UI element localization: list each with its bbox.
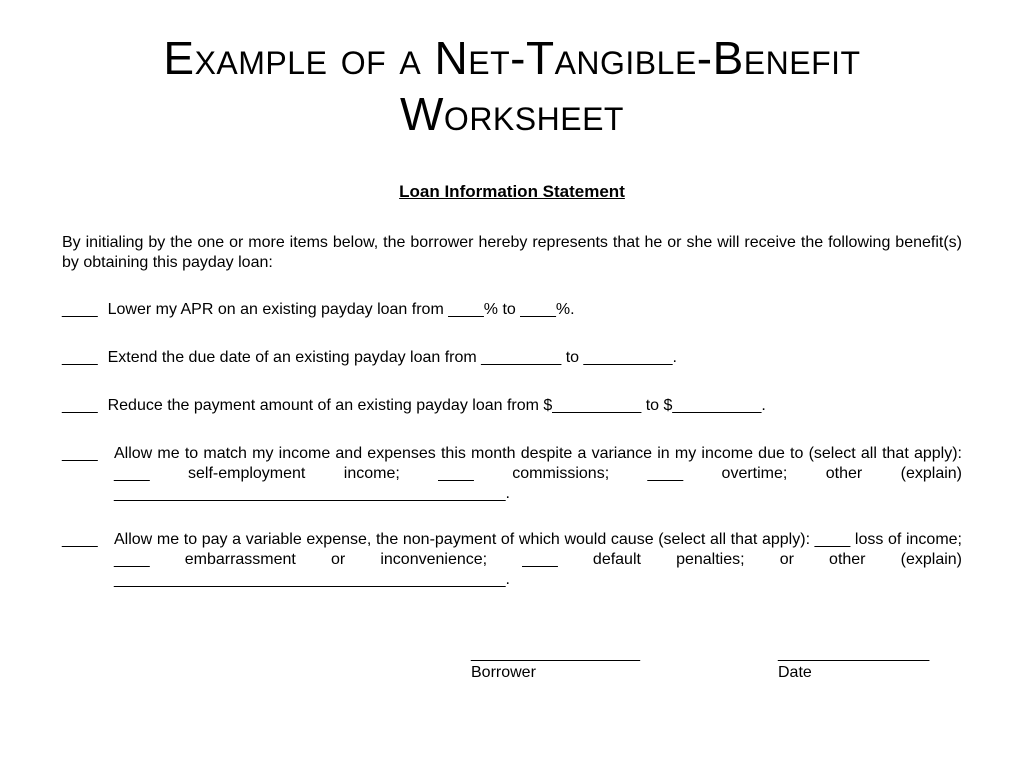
date-label: Date [778,664,812,681]
initial-blank: ____ [62,349,98,366]
initial-blank: ____ [62,531,98,548]
benefit-text: Reduce the payment amount of an existing payday loan from $__________ to $__________. [107,397,766,414]
benefit-item-income-variance [62,444,962,504]
benefit-item-apr [62,300,962,320]
benefit-text: Lower my APR on an existing payday loan from ____% to ____%. [107,301,575,318]
page-title: Example of a Net-Tangible-Benefit Worksheet [163,32,861,140]
initial-blank: ____ [62,301,98,318]
benefit-text: Extend the due date of an existing payday loan from _________ to __________. [107,349,677,366]
benefit-item-due-date [62,348,962,368]
statement-heading: Loan Information Statement [399,182,625,201]
borrower-label: Borrower [471,664,536,681]
date-signature-line: _________________ [778,645,930,662]
benefit-text: Allow me to pay a variable expense, the non-payment of which would cause (select all that apply): ____ loss of income; ____ embarrassment or inconvenience; ____ default penalties; or other (explain) ____________________________________________. [114,531,962,588]
benefit-item-variable-expense [62,530,962,590]
borrower-signature-line: ___________________ [471,645,641,662]
initial-blank: ____ [62,445,98,462]
initial-blank: ____ [62,397,98,414]
intro-paragraph: By initialing by the one or more items below, the borrower hereby represents that he or she will receive the following benefit(s) by obtaining this payday loan: [62,234,962,271]
benefit-item-payment-amount [62,396,962,416]
benefit-text: Allow me to match my income and expenses this month despite a variance in my income due to (select all that apply): ____ self-employment income; ____ commissions; ____ overtime; other (explain) ____________________________________________. [114,445,962,502]
